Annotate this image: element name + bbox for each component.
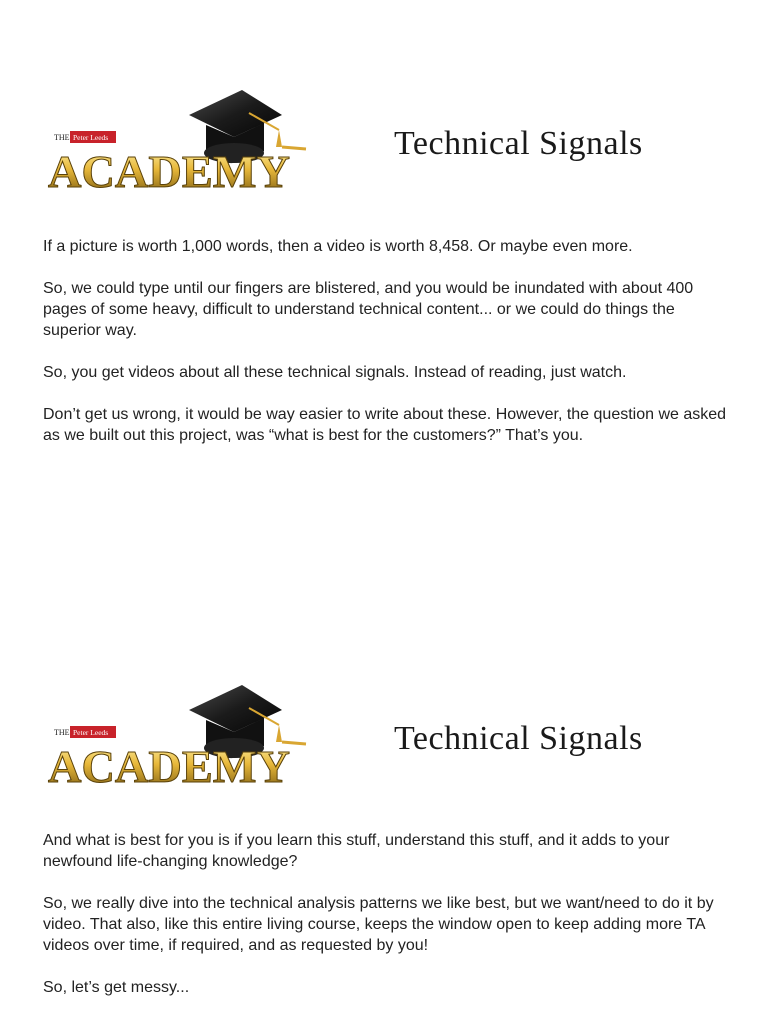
- academy-logo-graphic: [44, 85, 309, 195]
- logo-small-text: THE: [54, 133, 70, 142]
- page-header: [0, 85, 768, 195]
- paragraph: So, we really dive into the technical analysis patterns we like best, but we want/need to do it by video. That also, like this entire living course, keeps the window open to keep adding more TA videos over time, if required, and as requested by you!: [43, 895, 714, 954]
- paragraph: If a picture is worth 1,000 words, then a video is worth 8,458. Or maybe even more.: [43, 238, 633, 255]
- paragraph: Don’t get us wrong, it would be way easier to write about these. However, the question we asked as we built out this project, was “what is best for the customers?” That’s you.: [43, 406, 727, 444]
- page-body: [43, 236, 733, 467]
- logo-small-text: THE: [54, 728, 70, 737]
- paragraph: So, we could type until our fingers are blistered, and you would be inundated with about 400 pages of some heavy, difficult to understand technical content... or we could do things the superior way.: [43, 280, 694, 339]
- page-header: [0, 680, 768, 790]
- logo-brand-text: Peter Leeds: [73, 728, 109, 737]
- logo-main-text: ACADEMY: [48, 146, 290, 195]
- paragraph: And what is best for you is if you learn this stuff, understand this stuff, and it adds to your newfound life-changing knowledge?: [43, 832, 670, 870]
- academy-logo-graphic: [44, 680, 309, 790]
- logo-brand-text: Peter Leeds: [73, 133, 109, 142]
- academy-logo: [44, 85, 309, 195]
- page-title: Technical Signals: [394, 720, 643, 757]
- logo-main-text: ACADEMY: [48, 741, 290, 790]
- paragraph: So, let’s get messy...: [43, 979, 190, 996]
- paragraph: So, you get videos about all these technical signals. Instead of reading, just watch.: [43, 364, 627, 381]
- academy-logo: [44, 680, 309, 790]
- document-page-2: [0, 595, 768, 1024]
- page-title: Technical Signals: [394, 125, 643, 162]
- page-body: [43, 830, 733, 1019]
